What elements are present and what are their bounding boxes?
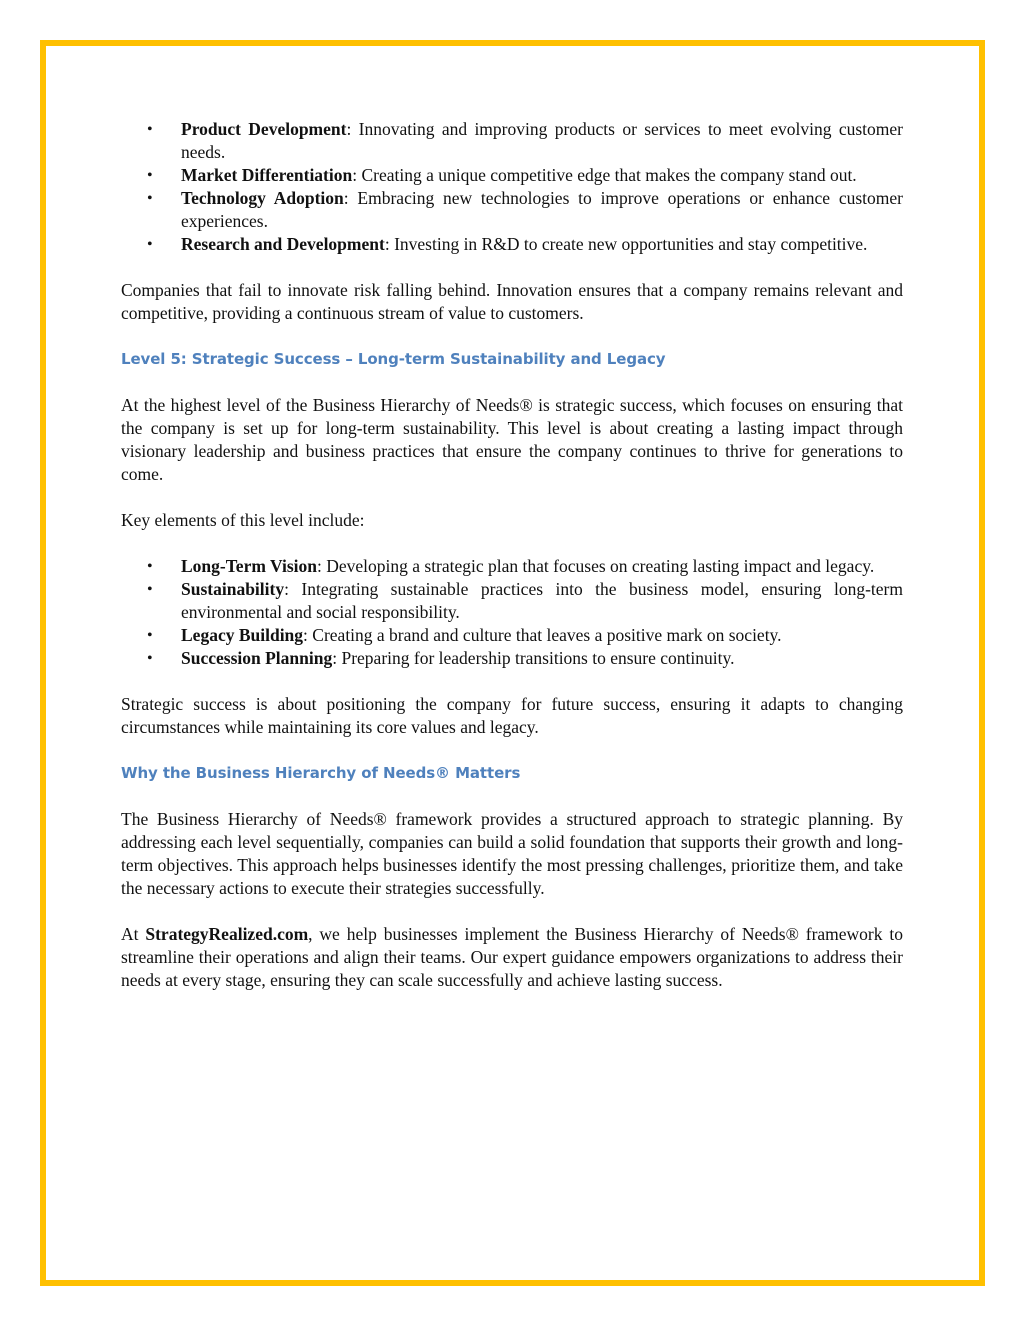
list-item-desc: : Integrating sustainable practices into the business model, ensuring long-term environmental and social responsibility. bbox=[181, 579, 903, 622]
strategic-elements-list bbox=[121, 555, 903, 670]
list-item-desc: : Preparing for leadership transitions to ensure continuity. bbox=[332, 648, 735, 668]
innovation-paragraph: Companies that fail to innovate risk falling behind. Innovation ensures that a company remains relevant and competitive, providing a continuous stream of value to customers. bbox=[121, 280, 903, 323]
list-item bbox=[121, 187, 903, 233]
bullet-icon: • bbox=[147, 650, 153, 667]
closing-paragraph bbox=[121, 923, 903, 992]
list-item-term: Research and Development bbox=[181, 234, 385, 254]
document-body bbox=[121, 118, 903, 992]
bullet-icon: • bbox=[147, 167, 153, 184]
bullet-icon: • bbox=[147, 627, 153, 644]
list-item-term: Technology Adoption bbox=[181, 188, 344, 208]
list-item bbox=[121, 647, 903, 670]
bullet-icon: • bbox=[147, 558, 153, 575]
list-item-desc: : Innovating and improving products or services to meet evolving customer needs. bbox=[181, 119, 903, 162]
list-item bbox=[121, 118, 903, 164]
list-item-desc: : Creating a unique competitive edge that makes the company stand out. bbox=[352, 165, 857, 185]
list-item-desc: : Creating a brand and culture that leaves a positive mark on society. bbox=[303, 625, 782, 645]
list-item-desc: : Developing a strategic plan that focuses on creating lasting impact and legacy. bbox=[316, 556, 875, 576]
closing-suffix: , we help businesses implement the Business Hierarchy of Needs® framework to streamline their operations and align their teams. Our expert guidance empowers organizations to address their needs at every stage, ensuring they can scale successfully and achieve lasting success. bbox=[121, 924, 903, 990]
bullet-icon: • bbox=[147, 236, 153, 253]
bullet-icon: • bbox=[147, 581, 153, 598]
list-item bbox=[121, 233, 903, 256]
key-elements-intro: Key elements of this level include: bbox=[121, 510, 365, 530]
list-item bbox=[121, 578, 903, 624]
bullet-icon: • bbox=[147, 190, 153, 207]
list-item-desc: : Embracing new technologies to improve operations or enhance customer experiences. bbox=[181, 188, 903, 231]
brand-name: StrategyRealized.com bbox=[145, 924, 309, 944]
list-item-term: Sustainability bbox=[181, 579, 285, 599]
list-item-term: Legacy Building bbox=[181, 625, 304, 645]
list-item-term: Market Differentiation bbox=[181, 165, 353, 185]
list-item bbox=[121, 555, 903, 578]
innovation-elements-list bbox=[121, 118, 903, 256]
bullet-icon: • bbox=[147, 121, 153, 138]
list-item-desc: : Investing in R&D to create new opportunities and stay competitive. bbox=[384, 234, 868, 254]
list-item-term: Product Development bbox=[181, 119, 347, 139]
level5-heading: Level 5: Strategic Success – Long-term Sustainability and Legacy bbox=[121, 350, 666, 368]
list-item-term: Succession Planning bbox=[181, 648, 333, 668]
level5-paragraph: At the highest level of the Business Hierarchy of Needs® is strategic success, which focuses on ensuring that the company is set up for long-term sustainability. This level is about creating a lasting impact through visionary leadership and business practices that ensure the company continues to thrive for generations to come. bbox=[121, 395, 903, 484]
strategic-paragraph: Strategic success is about positioning the company for future success, ensuring it adapts to changing circumstances while maintaining its core values and legacy. bbox=[121, 694, 903, 737]
why-paragraph: The Business Hierarchy of Needs® framework provides a structured approach to strategic planning. By addressing each level sequentially, companies can build a solid foundation that supports their growth and long-term objectives. This approach helps businesses identify the most pressing challenges, prioritize them, and take the necessary actions to execute their strategies successfully. bbox=[121, 809, 903, 898]
list-item bbox=[121, 624, 903, 647]
list-item bbox=[121, 164, 903, 187]
closing-prefix: At bbox=[121, 924, 146, 944]
why-heading: Why the Business Hierarchy of Needs® Matters bbox=[121, 764, 521, 782]
list-item-term: Long-Term Vision bbox=[181, 556, 317, 576]
